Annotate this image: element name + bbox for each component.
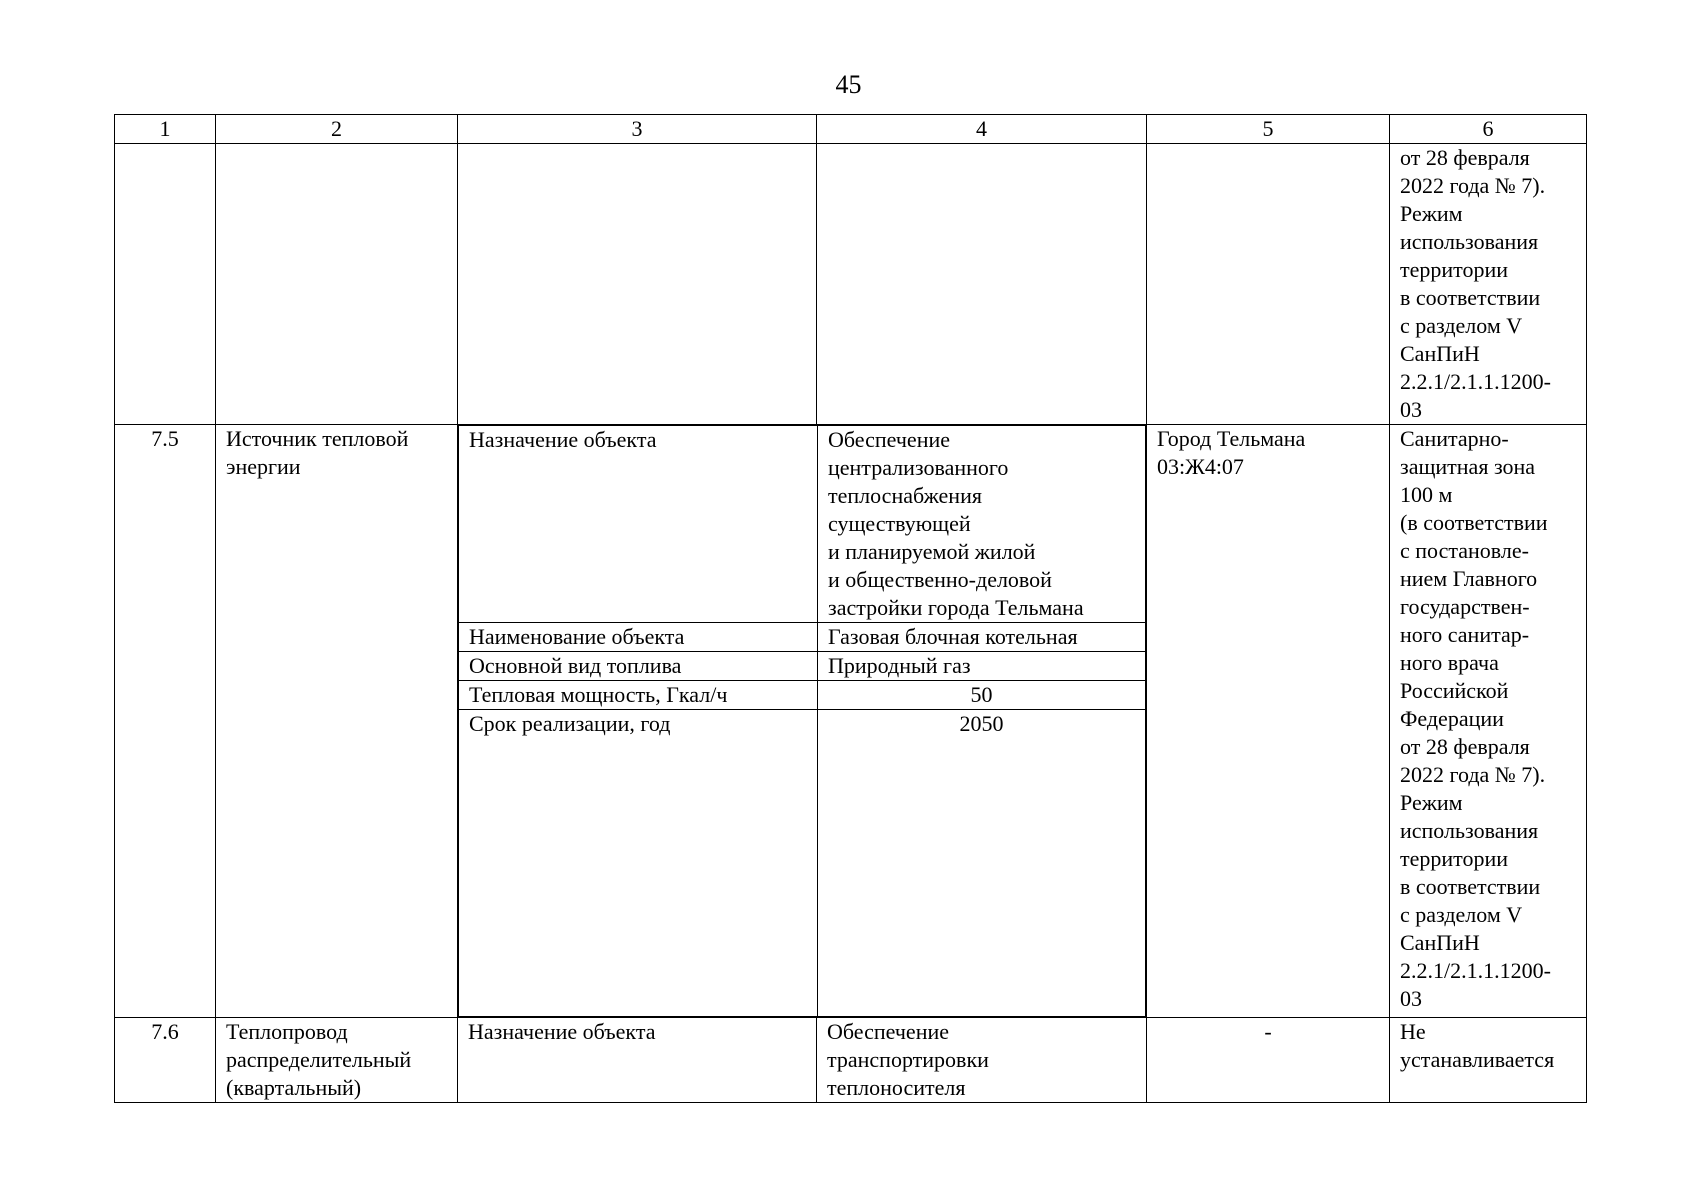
header-cell-1: 1 bbox=[115, 115, 216, 144]
object-location: - bbox=[1147, 1018, 1390, 1103]
param-label: Наименование объекта bbox=[459, 623, 818, 652]
object-name: Теплопровод распределительный (квартальный) bbox=[216, 1018, 458, 1103]
zone-text: Не устанавливается bbox=[1390, 1018, 1587, 1103]
header-cell-2: 2 bbox=[216, 115, 458, 144]
param-value: Газовая блочная котельная bbox=[818, 623, 1146, 652]
cont-cell-5 bbox=[1147, 144, 1390, 425]
header-cell-4: 4 bbox=[817, 115, 1147, 144]
cont-zone-text: от 28 февраля 2022 года № 7). Режим использования территории в соответствии с разделом V СанПиН 2.2.1/2.1.1.1200- 03 bbox=[1390, 144, 1587, 425]
param-value: 2050 bbox=[818, 710, 1146, 1017]
param-label: Назначение объекта bbox=[458, 1018, 817, 1103]
header-cell-5: 5 bbox=[1147, 115, 1390, 144]
object-name: Источник тепловой энергии bbox=[216, 425, 458, 1018]
param-row bbox=[459, 710, 1146, 1017]
table-row-7-6 bbox=[115, 1018, 1587, 1103]
object-location: Город Тельмана 03:Ж4:07 bbox=[1147, 425, 1390, 1018]
header-cell-6: 6 bbox=[1390, 115, 1587, 144]
object-params bbox=[458, 425, 1147, 1018]
zone-text: Санитарно- защитная зона 100 м (в соответствии с постановле- нием Главного государствен- ного санитар- ного врача Российской Федерации от 28 февраля 2022 года № 7). Режим использования территории в соответствии с разделом V СанПиН 2.2.1/2.1.1.1200- 03 bbox=[1390, 425, 1587, 1018]
param-value: Природный газ bbox=[818, 652, 1146, 681]
param-row bbox=[459, 652, 1146, 681]
row-number: 7.6 bbox=[115, 1018, 216, 1103]
table-header-row bbox=[115, 115, 1587, 144]
row-number: 7.5 bbox=[115, 425, 216, 1018]
params-table bbox=[458, 425, 1146, 1017]
param-row bbox=[459, 623, 1146, 652]
cont-cell-2 bbox=[216, 144, 458, 425]
header-cell-3: 3 bbox=[458, 115, 817, 144]
cont-cell-3 bbox=[458, 144, 817, 425]
param-label: Назначение объекта bbox=[459, 426, 818, 623]
param-value: Обеспечение централизованного теплоснабжения существующей и планируемой жилой и общественно-деловой застройки города Тельмана bbox=[818, 426, 1146, 623]
cont-cell-4 bbox=[817, 144, 1147, 425]
document-table bbox=[114, 114, 1587, 1103]
param-row bbox=[459, 681, 1146, 710]
continuation-row bbox=[115, 144, 1587, 425]
param-label: Основной вид топлива bbox=[459, 652, 818, 681]
page-number: 45 bbox=[835, 70, 862, 99]
param-value: 50 bbox=[818, 681, 1146, 710]
cont-cell-1 bbox=[115, 144, 216, 425]
table-row-7-5 bbox=[115, 425, 1587, 1018]
param-row bbox=[459, 426, 1146, 623]
param-label: Срок реализации, год bbox=[459, 710, 818, 1017]
param-value: Обеспечение транспортировки теплоносителя bbox=[817, 1018, 1147, 1103]
param-label: Тепловая мощность, Гкал/ч bbox=[459, 681, 818, 710]
